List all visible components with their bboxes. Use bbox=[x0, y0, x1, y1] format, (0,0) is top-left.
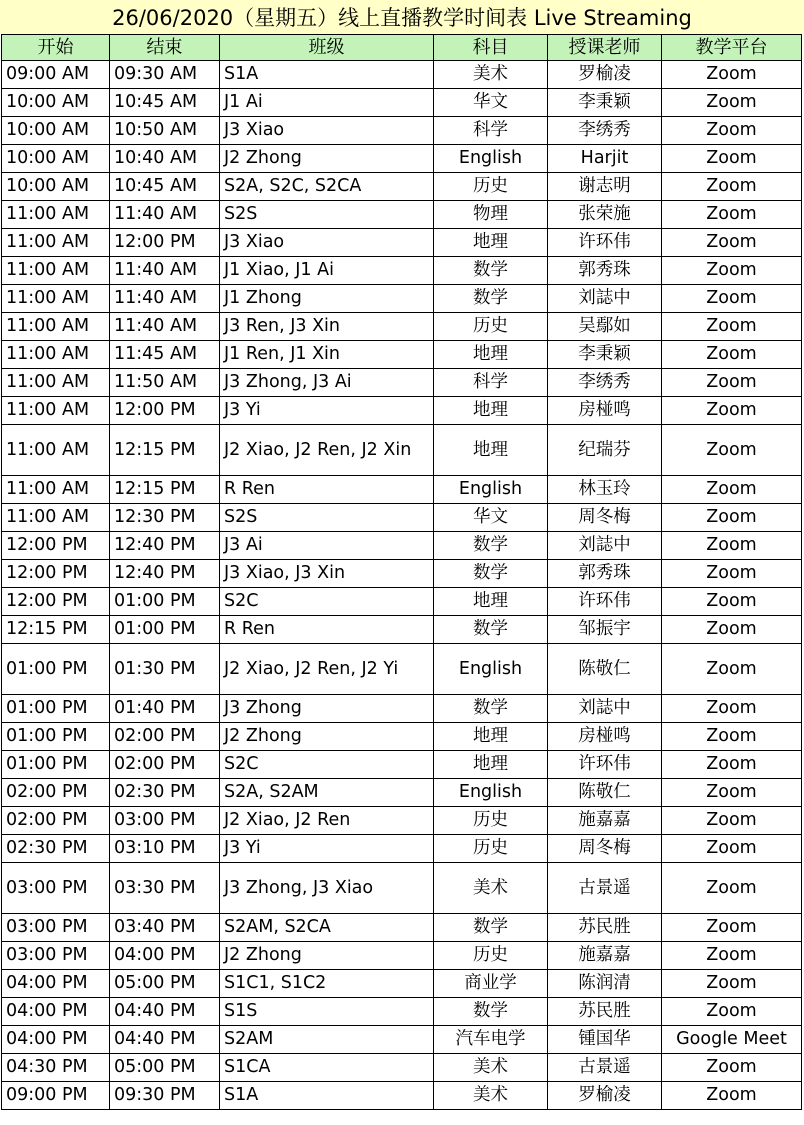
end-time-cell: 09:30 AM bbox=[110, 61, 220, 89]
platform-cell: Zoom bbox=[662, 117, 802, 145]
teacher-cell: 房椪鸣 bbox=[548, 723, 662, 751]
page-title bbox=[0, 0, 804, 34]
subject-cell: 美术 bbox=[434, 863, 548, 914]
platform-cell: Zoom bbox=[662, 341, 802, 369]
table-row bbox=[2, 341, 802, 369]
platform-cell: Zoom bbox=[662, 229, 802, 257]
end-time-cell: 02:30 PM bbox=[110, 779, 220, 807]
table-row bbox=[2, 779, 802, 807]
start-time-cell: 01:00 PM bbox=[2, 751, 110, 779]
start-time-cell: 10:00 AM bbox=[2, 117, 110, 145]
header-class: 班级 bbox=[220, 35, 434, 61]
start-time-cell: 03:00 PM bbox=[2, 863, 110, 914]
platform-cell: Zoom bbox=[662, 863, 802, 914]
class-cell: J2 Xiao, J2 Ren, J2 Yi bbox=[220, 644, 434, 695]
platform-cell: Zoom bbox=[662, 998, 802, 1026]
subject-cell: 地理 bbox=[434, 425, 548, 476]
table-row bbox=[2, 1082, 802, 1110]
start-time-cell: 03:00 PM bbox=[2, 914, 110, 942]
start-time-cell: 11:00 AM bbox=[2, 504, 110, 532]
class-cell: J3 Ren, J3 Xin bbox=[220, 313, 434, 341]
subject-cell: 地理 bbox=[434, 397, 548, 425]
platform-cell: Zoom bbox=[662, 476, 802, 504]
class-cell: J3 Yi bbox=[220, 397, 434, 425]
teacher-cell: 李绣秀 bbox=[548, 117, 662, 145]
table-row bbox=[2, 863, 802, 914]
subject-cell: 历史 bbox=[434, 313, 548, 341]
class-cell: S2C bbox=[220, 588, 434, 616]
subject-cell: 历史 bbox=[434, 173, 548, 201]
end-time-cell: 10:50 AM bbox=[110, 117, 220, 145]
start-time-cell: 12:15 PM bbox=[2, 616, 110, 644]
class-cell: J2 Xiao, J2 Ren, J2 Xin bbox=[220, 425, 434, 476]
platform-cell: Zoom bbox=[662, 970, 802, 998]
end-time-cell: 04:40 PM bbox=[110, 1026, 220, 1054]
start-time-cell: 11:00 AM bbox=[2, 229, 110, 257]
class-cell: S1CA bbox=[220, 1054, 434, 1082]
table-row bbox=[2, 1026, 802, 1054]
end-time-cell: 11:40 AM bbox=[110, 257, 220, 285]
platform-cell: Zoom bbox=[662, 504, 802, 532]
end-time-cell: 12:40 PM bbox=[110, 532, 220, 560]
platform-cell: Zoom bbox=[662, 1082, 802, 1110]
teacher-cell: 林玉玲 bbox=[548, 476, 662, 504]
start-time-cell: 01:00 PM bbox=[2, 695, 110, 723]
table-row bbox=[2, 229, 802, 257]
end-time-cell: 12:15 PM bbox=[110, 425, 220, 476]
teacher-cell: 施嘉嘉 bbox=[548, 942, 662, 970]
table-body bbox=[2, 61, 802, 1110]
teacher-cell: 锺国华 bbox=[548, 1026, 662, 1054]
start-time-cell: 02:00 PM bbox=[2, 779, 110, 807]
start-time-cell: 10:00 AM bbox=[2, 145, 110, 173]
table-row bbox=[2, 117, 802, 145]
end-time-cell: 02:00 PM bbox=[110, 723, 220, 751]
teacher-cell: 郭秀珠 bbox=[548, 257, 662, 285]
table-row bbox=[2, 835, 802, 863]
platform-cell: Zoom bbox=[662, 257, 802, 285]
table-row bbox=[2, 285, 802, 313]
table-row bbox=[2, 751, 802, 779]
subject-cell: 商业学 bbox=[434, 970, 548, 998]
platform-cell: Zoom bbox=[662, 313, 802, 341]
class-cell: J3 Zhong bbox=[220, 695, 434, 723]
class-cell: S1C1, S1C2 bbox=[220, 970, 434, 998]
header-platform: 教学平台 bbox=[662, 35, 802, 61]
subject-cell: English bbox=[434, 644, 548, 695]
class-cell: J2 Zhong bbox=[220, 942, 434, 970]
teacher-cell: 李秉颖 bbox=[548, 341, 662, 369]
end-time-cell: 11:50 AM bbox=[110, 369, 220, 397]
platform-cell: Zoom bbox=[662, 807, 802, 835]
subject-cell: 美术 bbox=[434, 61, 548, 89]
table-row bbox=[2, 532, 802, 560]
teacher-cell: 苏民胜 bbox=[548, 914, 662, 942]
platform-cell: Zoom bbox=[662, 369, 802, 397]
end-time-cell: 04:00 PM bbox=[110, 942, 220, 970]
class-cell: J3 Xiao bbox=[220, 117, 434, 145]
class-cell: S2A, S2C, S2CA bbox=[220, 173, 434, 201]
subject-cell: 物理 bbox=[434, 201, 548, 229]
table-row bbox=[2, 201, 802, 229]
end-time-cell: 04:40 PM bbox=[110, 998, 220, 1026]
class-cell: J1 Ren, J1 Xin bbox=[220, 341, 434, 369]
class-cell: R Ren bbox=[220, 616, 434, 644]
teacher-cell: 周冬梅 bbox=[548, 504, 662, 532]
teacher-cell: 李绣秀 bbox=[548, 369, 662, 397]
platform-cell: Zoom bbox=[662, 644, 802, 695]
start-time-cell: 11:00 AM bbox=[2, 201, 110, 229]
table-row bbox=[2, 476, 802, 504]
start-time-cell: 11:00 AM bbox=[2, 313, 110, 341]
teacher-cell: 周冬梅 bbox=[548, 835, 662, 863]
table-header bbox=[2, 35, 802, 61]
class-cell: S2S bbox=[220, 504, 434, 532]
start-time-cell: 02:00 PM bbox=[2, 807, 110, 835]
platform-cell: Zoom bbox=[662, 751, 802, 779]
subject-cell: 数学 bbox=[434, 532, 548, 560]
header-row bbox=[2, 35, 802, 61]
start-time-cell: 12:00 PM bbox=[2, 588, 110, 616]
class-cell: J1 Zhong bbox=[220, 285, 434, 313]
teacher-cell: 郭秀珠 bbox=[548, 560, 662, 588]
end-time-cell: 05:00 PM bbox=[110, 970, 220, 998]
table-row bbox=[2, 504, 802, 532]
teacher-cell: 许环伟 bbox=[548, 229, 662, 257]
title-text: 26/06/2020（星期五）线上直播教学时间表 Live Streaming bbox=[112, 6, 692, 30]
subject-cell: 数学 bbox=[434, 560, 548, 588]
teacher-cell: 罗榆凌 bbox=[548, 61, 662, 89]
platform-cell: Zoom bbox=[662, 397, 802, 425]
subject-cell: 数学 bbox=[434, 257, 548, 285]
end-time-cell: 01:40 PM bbox=[110, 695, 220, 723]
teacher-cell: 陈敬仁 bbox=[548, 644, 662, 695]
subject-cell: 华文 bbox=[434, 89, 548, 117]
subject-cell: 地理 bbox=[434, 341, 548, 369]
end-time-cell: 12:00 PM bbox=[110, 229, 220, 257]
teacher-cell: 施嘉嘉 bbox=[548, 807, 662, 835]
subject-cell: 地理 bbox=[434, 723, 548, 751]
end-time-cell: 11:40 AM bbox=[110, 285, 220, 313]
table-row bbox=[2, 616, 802, 644]
subject-cell: 地理 bbox=[434, 229, 548, 257]
platform-cell: Zoom bbox=[662, 425, 802, 476]
subject-cell: 美术 bbox=[434, 1054, 548, 1082]
table-row bbox=[2, 61, 802, 89]
table-row bbox=[2, 257, 802, 285]
teacher-cell: 纪瑞芬 bbox=[548, 425, 662, 476]
class-cell: J3 Xiao bbox=[220, 229, 434, 257]
start-time-cell: 04:00 PM bbox=[2, 970, 110, 998]
end-time-cell: 11:40 AM bbox=[110, 201, 220, 229]
platform-cell: Google Meet bbox=[662, 1026, 802, 1054]
teacher-cell: 古景遥 bbox=[548, 1054, 662, 1082]
table-row bbox=[2, 313, 802, 341]
end-time-cell: 01:30 PM bbox=[110, 644, 220, 695]
platform-cell: Zoom bbox=[662, 779, 802, 807]
table-row bbox=[2, 695, 802, 723]
table-row bbox=[2, 145, 802, 173]
subject-cell: 数学 bbox=[434, 285, 548, 313]
class-cell: S2AM bbox=[220, 1026, 434, 1054]
end-time-cell: 09:30 PM bbox=[110, 1082, 220, 1110]
start-time-cell: 11:00 AM bbox=[2, 476, 110, 504]
start-time-cell: 11:00 AM bbox=[2, 397, 110, 425]
table-row bbox=[2, 914, 802, 942]
end-time-cell: 01:00 PM bbox=[110, 588, 220, 616]
platform-cell: Zoom bbox=[662, 145, 802, 173]
subject-cell: 科学 bbox=[434, 117, 548, 145]
platform-cell: Zoom bbox=[662, 285, 802, 313]
table-row bbox=[2, 397, 802, 425]
subject-cell: 数学 bbox=[434, 998, 548, 1026]
class-cell: J3 Zhong, J3 Xiao bbox=[220, 863, 434, 914]
teacher-cell: 吴鄢如 bbox=[548, 313, 662, 341]
end-time-cell: 12:00 PM bbox=[110, 397, 220, 425]
teacher-cell: 刘誌中 bbox=[548, 285, 662, 313]
end-time-cell: 03:10 PM bbox=[110, 835, 220, 863]
class-cell: J2 Xiao, J2 Ren bbox=[220, 807, 434, 835]
start-time-cell: 09:00 AM bbox=[2, 61, 110, 89]
table-row bbox=[2, 942, 802, 970]
subject-cell: 科学 bbox=[434, 369, 548, 397]
teacher-cell: 苏民胜 bbox=[548, 998, 662, 1026]
header-teacher: 授课老师 bbox=[548, 35, 662, 61]
table-row bbox=[2, 173, 802, 201]
table-row bbox=[2, 998, 802, 1026]
platform-cell: Zoom bbox=[662, 942, 802, 970]
end-time-cell: 03:00 PM bbox=[110, 807, 220, 835]
platform-cell: Zoom bbox=[662, 1054, 802, 1082]
start-time-cell: 01:00 PM bbox=[2, 644, 110, 695]
end-time-cell: 03:30 PM bbox=[110, 863, 220, 914]
table-row bbox=[2, 1054, 802, 1082]
start-time-cell: 10:00 AM bbox=[2, 89, 110, 117]
platform-cell: Zoom bbox=[662, 588, 802, 616]
platform-cell: Zoom bbox=[662, 560, 802, 588]
platform-cell: Zoom bbox=[662, 835, 802, 863]
end-time-cell: 12:40 PM bbox=[110, 560, 220, 588]
class-cell: J2 Zhong bbox=[220, 145, 434, 173]
subject-cell: 历史 bbox=[434, 835, 548, 863]
class-cell: S2AM, S2CA bbox=[220, 914, 434, 942]
teacher-cell: 刘誌中 bbox=[548, 695, 662, 723]
end-time-cell: 05:00 PM bbox=[110, 1054, 220, 1082]
teacher-cell: 张荣施 bbox=[548, 201, 662, 229]
table-row bbox=[2, 588, 802, 616]
start-time-cell: 12:00 PM bbox=[2, 560, 110, 588]
platform-cell: Zoom bbox=[662, 616, 802, 644]
end-time-cell: 03:40 PM bbox=[110, 914, 220, 942]
platform-cell: Zoom bbox=[662, 532, 802, 560]
start-time-cell: 04:00 PM bbox=[2, 1026, 110, 1054]
class-cell: S2S bbox=[220, 201, 434, 229]
platform-cell: Zoom bbox=[662, 89, 802, 117]
start-time-cell: 01:00 PM bbox=[2, 723, 110, 751]
end-time-cell: 02:00 PM bbox=[110, 751, 220, 779]
subject-cell: English bbox=[434, 476, 548, 504]
start-time-cell: 09:00 PM bbox=[2, 1082, 110, 1110]
subject-cell: 美术 bbox=[434, 1082, 548, 1110]
start-time-cell: 11:00 AM bbox=[2, 285, 110, 313]
header-subject: 科目 bbox=[434, 35, 548, 61]
teacher-cell: 谢志明 bbox=[548, 173, 662, 201]
platform-cell: Zoom bbox=[662, 914, 802, 942]
class-cell: S2A, S2AM bbox=[220, 779, 434, 807]
class-cell: S1A bbox=[220, 1082, 434, 1110]
teacher-cell: 许环伟 bbox=[548, 588, 662, 616]
end-time-cell: 10:45 AM bbox=[110, 173, 220, 201]
start-time-cell: 11:00 AM bbox=[2, 257, 110, 285]
end-time-cell: 12:15 PM bbox=[110, 476, 220, 504]
subject-cell: 地理 bbox=[434, 588, 548, 616]
header-end: 结束 bbox=[110, 35, 220, 61]
end-time-cell: 01:00 PM bbox=[110, 616, 220, 644]
platform-cell: Zoom bbox=[662, 173, 802, 201]
table-row bbox=[2, 425, 802, 476]
end-time-cell: 12:30 PM bbox=[110, 504, 220, 532]
teacher-cell: 陈敬仁 bbox=[548, 779, 662, 807]
class-cell: J3 Yi bbox=[220, 835, 434, 863]
end-time-cell: 10:40 AM bbox=[110, 145, 220, 173]
class-cell: J2 Zhong bbox=[220, 723, 434, 751]
platform-cell: Zoom bbox=[662, 695, 802, 723]
start-time-cell: 04:30 PM bbox=[2, 1054, 110, 1082]
platform-cell: Zoom bbox=[662, 723, 802, 751]
teacher-cell: 罗榆凌 bbox=[548, 1082, 662, 1110]
class-cell: J3 Xiao, J3 Xin bbox=[220, 560, 434, 588]
class-cell: S2C bbox=[220, 751, 434, 779]
class-cell: S1S bbox=[220, 998, 434, 1026]
subject-cell: 华文 bbox=[434, 504, 548, 532]
table-row bbox=[2, 970, 802, 998]
start-time-cell: 03:00 PM bbox=[2, 942, 110, 970]
table-row bbox=[2, 807, 802, 835]
end-time-cell: 11:45 AM bbox=[110, 341, 220, 369]
table-row bbox=[2, 89, 802, 117]
teacher-cell: 邹振宇 bbox=[548, 616, 662, 644]
end-time-cell: 10:45 AM bbox=[110, 89, 220, 117]
teacher-cell: 房椪鸣 bbox=[548, 397, 662, 425]
class-cell: J1 Xiao, J1 Ai bbox=[220, 257, 434, 285]
start-time-cell: 10:00 AM bbox=[2, 173, 110, 201]
header-start: 开始 bbox=[2, 35, 110, 61]
table-row bbox=[2, 560, 802, 588]
teacher-cell: 刘誌中 bbox=[548, 532, 662, 560]
subject-cell: 地理 bbox=[434, 751, 548, 779]
start-time-cell: 11:00 AM bbox=[2, 369, 110, 397]
subject-cell: 汽车电学 bbox=[434, 1026, 548, 1054]
teacher-cell: Harjit bbox=[548, 145, 662, 173]
subject-cell: 数学 bbox=[434, 695, 548, 723]
subject-cell: English bbox=[434, 145, 548, 173]
subject-cell: 历史 bbox=[434, 942, 548, 970]
start-time-cell: 11:00 AM bbox=[2, 341, 110, 369]
subject-cell: English bbox=[434, 779, 548, 807]
start-time-cell: 11:00 AM bbox=[2, 425, 110, 476]
table-row bbox=[2, 369, 802, 397]
schedule-table bbox=[1, 34, 802, 1110]
teacher-cell: 陈润清 bbox=[548, 970, 662, 998]
class-cell: J3 Zhong, J3 Ai bbox=[220, 369, 434, 397]
platform-cell: Zoom bbox=[662, 201, 802, 229]
class-cell: R Ren bbox=[220, 476, 434, 504]
end-time-cell: 11:40 AM bbox=[110, 313, 220, 341]
platform-cell: Zoom bbox=[662, 61, 802, 89]
subject-cell: 数学 bbox=[434, 914, 548, 942]
teacher-cell: 李秉颖 bbox=[548, 89, 662, 117]
subject-cell: 历史 bbox=[434, 807, 548, 835]
teacher-cell: 许环伟 bbox=[548, 751, 662, 779]
class-cell: S1A bbox=[220, 61, 434, 89]
subject-cell: 数学 bbox=[434, 616, 548, 644]
teacher-cell: 古景遥 bbox=[548, 863, 662, 914]
start-time-cell: 02:30 PM bbox=[2, 835, 110, 863]
table-row bbox=[2, 723, 802, 751]
start-time-cell: 12:00 PM bbox=[2, 532, 110, 560]
class-cell: J3 Ai bbox=[220, 532, 434, 560]
table-row bbox=[2, 644, 802, 695]
start-time-cell: 04:00 PM bbox=[2, 998, 110, 1026]
class-cell: J1 Ai bbox=[220, 89, 434, 117]
